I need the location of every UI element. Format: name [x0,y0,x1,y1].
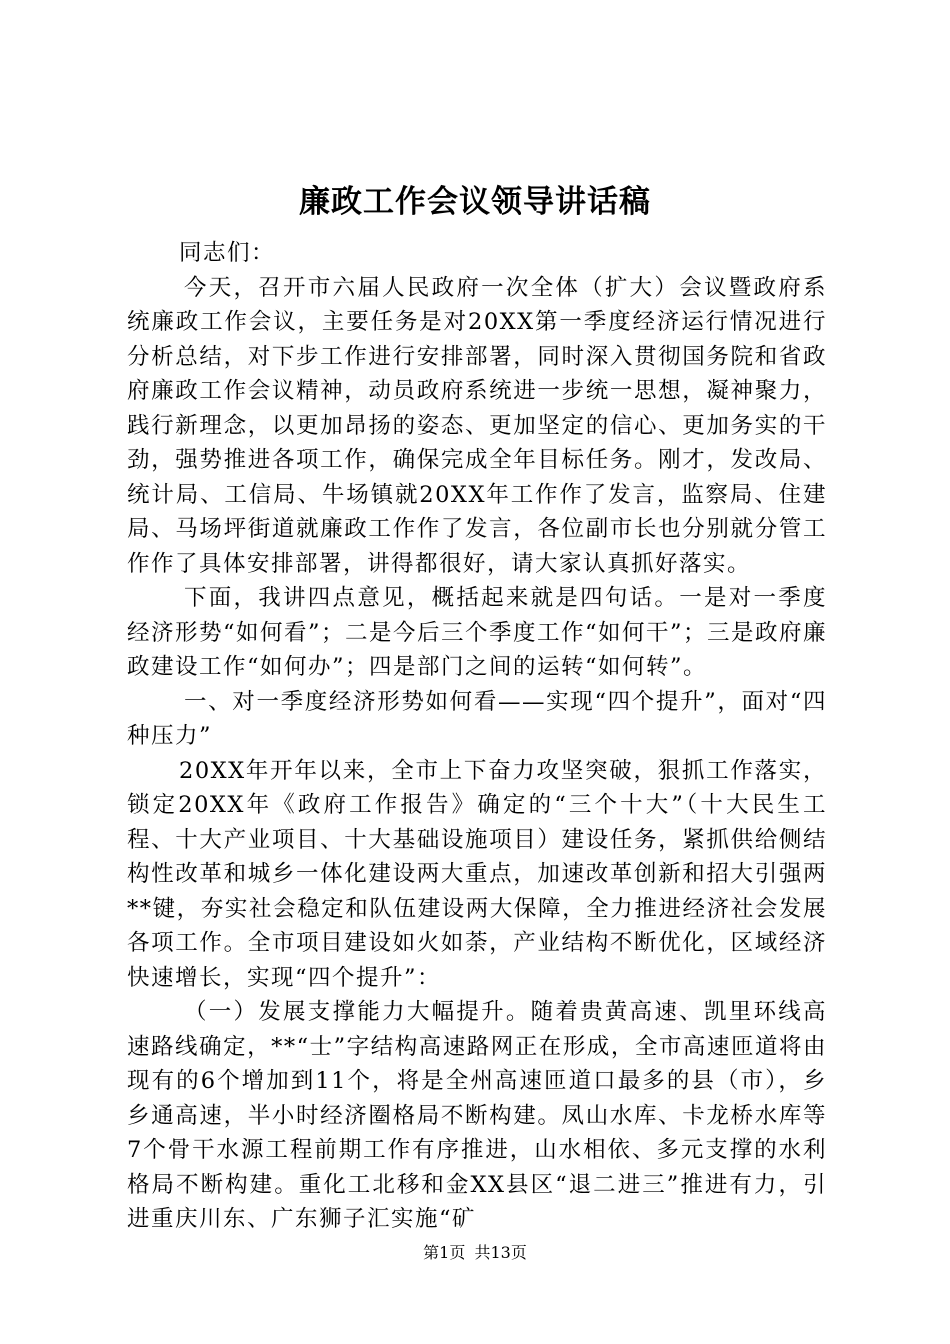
salutation: 同志们： [179,240,276,266]
document-title: 廉政工作会议领导讲话稿 [299,184,651,220]
section-heading-1: 一、对一季度经济形势如何看——实现“四个提升”，面对“四种压力” [127,688,827,749]
page-footer [0,1243,950,1263]
page-total: 共13页 [474,1243,527,1262]
page-number: 第1页 [423,1243,466,1262]
paragraph-subsection-1: （一）发展支撑能力大幅提升。随着贵黄高速、凯里环线高速路线确定，**“士”字结构高速路网正在形成，全市高速匝道将由现有的6个增加到11个，将是全州高速匝道口最多的县（市），乡乡通高速，半小时经济圈格局不断构建。凤山水库、卡龙桥水库等7个骨干水源工程前期工作有序推进，山水相依、多元支撑的水利格局不断构建。重化工北移和金XX县区“退二进三”推进有力，引进重庆川东、广东狮子汇实施“矿 [127,999,827,1232]
paragraph-four-points: 下面，我讲四点意见，概括起来就是四句话。一是对一季度经济形势“如何看”；二是今后三个季度工作“如何干”；三是政府廉政建设工作“如何办”；四是部门之间的运转“如何转”。 [127,585,828,680]
paragraph-opening: 今天，召开市六届人民政府一次全体（扩大）会议暨政府系统廉政工作会议，主要任务是对20XX第一季度经济运行情况进行分析总结，对下步工作进行安排部署，同时深入贯彻国务院和省政府廉政工作会议精神，动员政府系统进一步统一思想，凝神聚力，践行新理念，以更加昂扬的姿态、更加坚定的信心、更加务实的干劲，强势推进各项工作，确保完成全年目标任务。刚才，发改局、统计局、工信局、牛场镇就20XX年工作作了发言，监察局、住建局、马场坪街道就廉政工作作了发言，各位副市长也分别就分管工作作了具体安排部署，讲得都很好，请大家认真抓好落实。 [127,274,827,577]
paragraph-overview: 20XX年开年以来，全市上下奋力攻坚突破，狠抓工作落实，锁定20XX年《政府工作报告》确定的“三个十大”（十大民生工程、十大产业项目、十大基础设施项目）建设任务，紧抓供给侧结构性改革和城乡一体化建设两大重点，加速改革创新和招大引强两**键，夯实社会稳定和队伍建设两大保障，全力推进经济社会发展各项工作。全市项目建设如火如荼，产业结构不断优化，区域经济快速增长，实现“四个提升”： [127,757,827,991]
document-body [127,236,827,1237]
